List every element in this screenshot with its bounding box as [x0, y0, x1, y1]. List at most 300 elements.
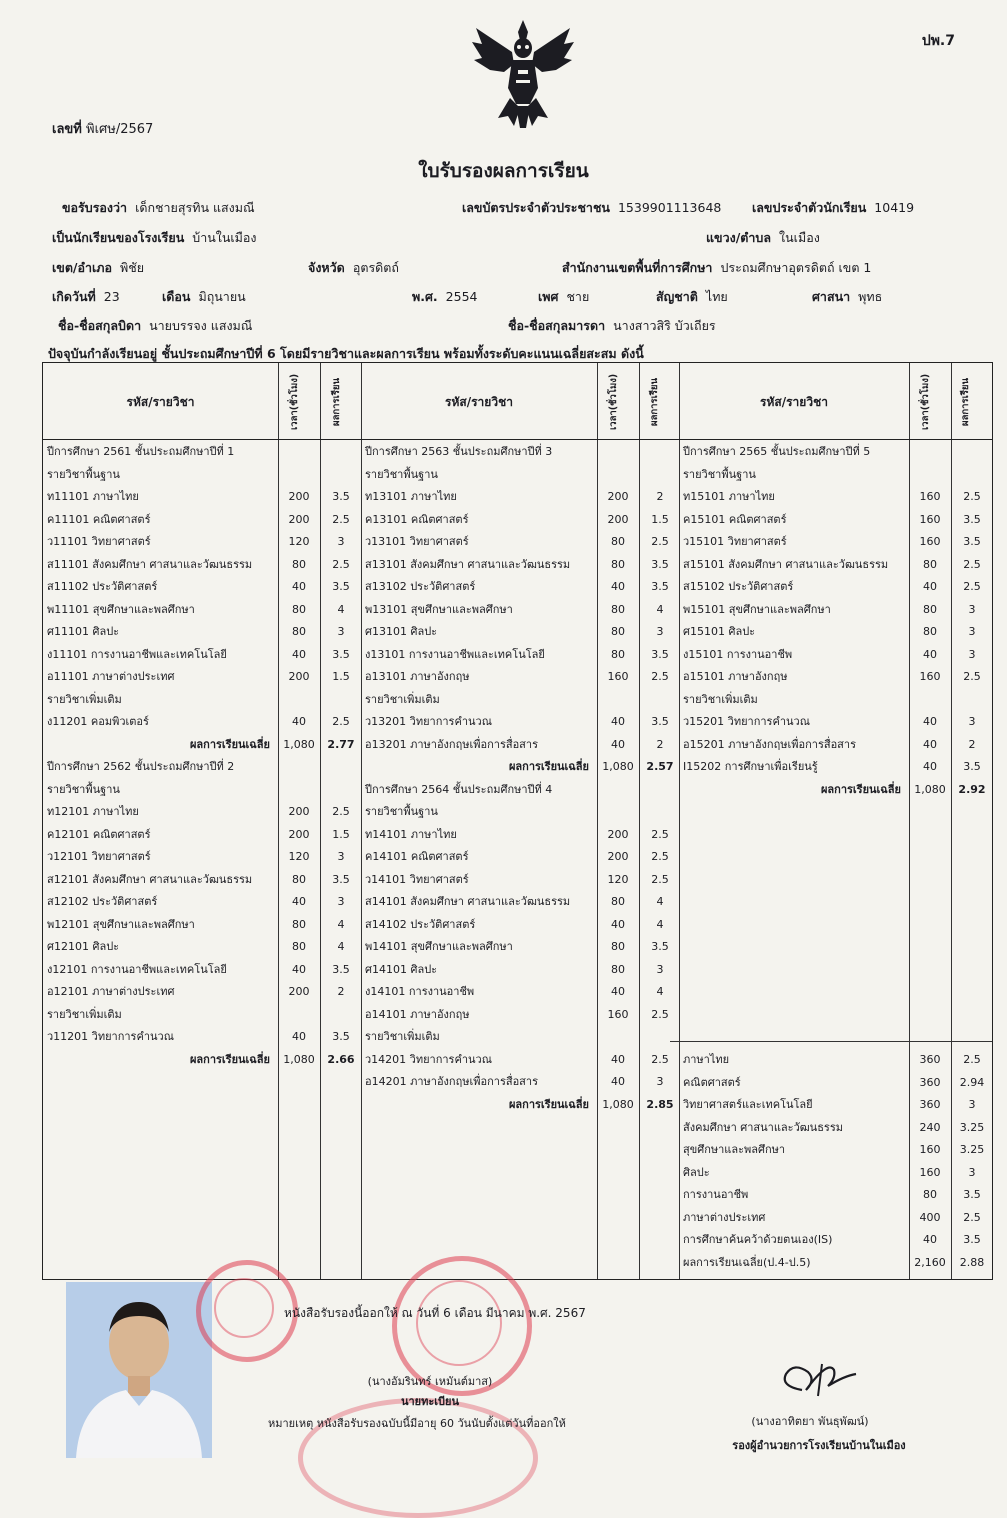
grade-cell: 2.5	[963, 670, 981, 683]
subject-cell: ผลการเรียนเฉลี่ย	[189, 737, 270, 751]
grade-cell: 3.25	[959, 1120, 985, 1134]
hours-cell: 80	[611, 647, 625, 661]
grade-cell: 3.5	[332, 647, 350, 661]
garuda-emblem-icon	[468, 18, 578, 130]
hours-cell: 1,080	[914, 782, 946, 796]
hours-cell: 200	[288, 512, 310, 526]
subject-cell: ง11101 การงานอาชีพและเทคโนโลยี	[47, 647, 227, 661]
father-line: ชื่อ-ชื่อสกุลบิดา นายบรรจง แสงมณี	[58, 318, 253, 333]
subject-cell: ศ14101 ศิลปะ	[365, 962, 438, 976]
subject-cell: ค13101 คณิตศาสตร์	[365, 512, 469, 526]
table-row	[43, 554, 992, 576]
subject-cell: ผลการเรียนเฉลี่ย(ป.4-ป.5)	[683, 1255, 811, 1269]
table-row	[43, 1004, 992, 1026]
subject-cell: ค11101 คณิตศาสตร์	[47, 512, 151, 526]
birth-year-line: พ.ศ. 2554	[412, 289, 478, 304]
subject-cell: ท13101 ภาษาไทย	[365, 490, 457, 503]
subject-cell: อ13101 ภาษาอังกฤษ	[365, 670, 470, 683]
hours-cell: 160	[919, 535, 941, 548]
table-row	[43, 734, 992, 756]
subject-cell: พ12101 สุขศึกษาและพลศึกษา	[47, 917, 195, 931]
grade-cell: 2.5	[651, 1007, 669, 1021]
hours-cell: 160	[919, 1143, 941, 1156]
grade-cell: 2.5	[651, 670, 669, 683]
hours-cell: 360	[919, 1053, 941, 1066]
summary-row	[43, 1117, 992, 1139]
area-office-line: สำนักงานเขตพื้นที่การศึกษา ประถมศึกษาอุตรดิตถ์ เขต 1	[562, 260, 872, 275]
student-id-line: เลขประจำตัวนักเรียน 10419	[752, 200, 915, 215]
subject-cell: ผลการเรียนเฉลี่ย	[508, 1097, 589, 1111]
form-code: ปพ.7	[921, 33, 955, 49]
subject-cell: การงานอาชีพ	[683, 1188, 749, 1201]
subject-cell: อ12101 ภาษาต่างประเทศ	[47, 985, 175, 998]
table-row	[43, 959, 992, 981]
grade-cell: 3.5	[651, 647, 669, 661]
table-row	[43, 914, 992, 936]
hours-cell: 200	[607, 850, 629, 863]
subject-cell: ส15101 สังคมศึกษา ศาสนาและวัฒนธรรม	[683, 557, 889, 571]
grade-cell: 2.5	[332, 512, 350, 526]
hours-cell: 1,080	[283, 737, 315, 751]
document-title: ใบรับรองผลการเรียน	[418, 160, 589, 182]
grade-cell: 2.66	[327, 1052, 355, 1066]
subject-cell: รายวิชาพื้นฐาน	[47, 467, 120, 481]
subject-cell: พ13101 สุขศึกษาและพลศึกษา	[365, 602, 513, 616]
grade-cell: 3.5	[963, 512, 981, 526]
hours-cell: 120	[607, 872, 629, 886]
summary-row	[43, 1094, 992, 1116]
subject-cell: I15202 การศึกษาเพื่อเรียนรู้	[683, 760, 818, 773]
hours-cell: 40	[611, 1075, 625, 1088]
subject-cell: ง11201 คอมพิวเตอร์	[47, 715, 149, 728]
table-row	[43, 621, 992, 643]
grade-cell: 2.88	[959, 1255, 985, 1269]
grade-cell: 4	[656, 895, 664, 908]
grade-cell: 4	[656, 917, 664, 931]
student-photo	[66, 1282, 212, 1458]
grade-header: ผลการเรียน	[649, 378, 660, 426]
grade-cell: 3	[337, 850, 345, 863]
hours-cell: 80	[923, 557, 937, 571]
summary-row	[43, 1207, 992, 1229]
hours-cell: 80	[923, 625, 937, 638]
hours-cell: 200	[288, 805, 310, 818]
grade-cell: 2.85	[646, 1097, 674, 1111]
summary-row	[43, 1229, 992, 1251]
grade-cell: 3.5	[963, 535, 981, 548]
hours-cell: 80	[611, 535, 625, 548]
hours-cell: 160	[607, 670, 629, 683]
grade-cell: 2.5	[651, 850, 669, 863]
subject-cell: ว14201 วิทยาการคำนวณ	[365, 1052, 492, 1066]
subject-cell: ภาษาต่างประเทศ	[683, 1210, 766, 1224]
subject-cell: ผลการเรียนเฉลี่ย	[189, 1052, 270, 1066]
table-row	[43, 936, 992, 958]
hours-cell: 120	[288, 850, 310, 863]
grade-cell: 2.5	[332, 715, 350, 728]
subject-cell: ศ11101 ศิลปะ	[47, 625, 120, 638]
hours-cell: 40	[611, 580, 625, 593]
school-seal-inner-icon	[214, 1278, 274, 1338]
grade-cell: 3	[968, 625, 976, 638]
hours-cell: 80	[611, 557, 625, 571]
hours-cell: 80	[292, 872, 306, 886]
province-line: จังหวัด อุตรดิตถ์	[308, 260, 399, 275]
grade-cell: 3	[968, 602, 976, 616]
director-title: รองผู้อำนวยการโรงเรียนบ้านในเมือง	[732, 1439, 906, 1452]
hours-cell: 360	[919, 1075, 941, 1089]
summary-row	[43, 1072, 992, 1094]
subject-cell: ค15101 คณิตศาสตร์	[683, 512, 787, 526]
subject-cell: ว12101 วิทยาศาสตร์	[47, 850, 151, 863]
grade-cell: 3	[337, 535, 345, 548]
table-row	[43, 779, 992, 801]
grade-cell: 2.5	[651, 872, 669, 886]
table-row	[43, 891, 992, 913]
subject-cell: อ13201 ภาษาอังกฤษเพื่อการสื่อสาร	[365, 737, 538, 751]
subject-header: รหัส/รายวิชา	[445, 395, 513, 409]
hours-cell: 360	[919, 1098, 941, 1111]
hours-cell: 240	[919, 1120, 941, 1134]
hours-cell: 1,080	[602, 1097, 634, 1111]
hours-cell: 80	[923, 602, 937, 616]
subject-cell: พ11101 สุขศึกษาและพลศึกษา	[47, 602, 195, 616]
district-line: เขต/อำเภอ พิชัย	[52, 260, 145, 275]
subject-cell: พ14101 สุขศึกษาและพลศึกษา	[365, 940, 513, 953]
hours-cell: 40	[611, 715, 625, 728]
director-name: (นางอาทิตยา พันธุพัฒน์)	[751, 1415, 869, 1428]
hours-cell: 120	[288, 535, 310, 548]
subject-cell: รายวิชาเพิ่มเติม	[365, 692, 440, 706]
subject-cell: ว13101 วิทยาศาสตร์	[365, 535, 469, 548]
subject-cell: ท15101 ภาษาไทย	[683, 490, 775, 503]
hours-cell: 80	[292, 940, 306, 953]
hours-cell: 200	[288, 985, 310, 998]
grade-cell: 2	[968, 737, 976, 751]
subject-cell: การศึกษาค้นคว้าด้วยตนเอง(IS)	[683, 1233, 833, 1246]
subject-cell: ส12102 ประวัติศาสตร์	[47, 895, 158, 908]
subject-cell: อ15201 ภาษาอังกฤษเพื่อการสื่อสาร	[683, 737, 856, 751]
grade-cell: 3.5	[651, 940, 669, 953]
hours-cell: 80	[611, 962, 625, 976]
hours-cell: 40	[923, 737, 937, 751]
subject-cell: ส14102 ประวัติศาสตร์	[365, 917, 476, 931]
summary-row	[43, 1252, 992, 1274]
summary-row	[43, 1049, 992, 1071]
religion-line: ศาสนา พุทธ	[812, 289, 883, 304]
hours-cell: 400	[919, 1210, 941, 1224]
id-card-line: เลขบัตรประจำตัวประชาชน 1539901113648	[462, 200, 722, 215]
grade-cell: 2.57	[646, 760, 674, 773]
hours-cell: 80	[611, 625, 625, 638]
hours-cell: 80	[292, 625, 306, 638]
subject-cell: คณิตศาสตร์	[683, 1075, 741, 1089]
subject-cell: ศ13101 ศิลปะ	[365, 625, 438, 638]
table-row	[43, 576, 992, 598]
grade-cell: 3	[337, 625, 345, 638]
grades-table	[42, 362, 993, 1280]
subject-header: รหัส/รายวิชา	[126, 395, 195, 409]
subject-cell: ว15201 วิทยาการคำนวณ	[683, 715, 810, 728]
hours-cell: 40	[292, 962, 306, 976]
table-row	[43, 509, 992, 531]
hours-cell: 40	[923, 580, 937, 593]
table-row	[43, 689, 992, 711]
subject-cell: ปีการศึกษา 2564 ชั้นประถมศึกษาปีที่ 4	[365, 782, 553, 796]
grade-cell: 3	[968, 647, 976, 661]
grade-cell: 1.5	[651, 512, 669, 526]
hours-cell: 200	[288, 827, 310, 841]
validity-note: หมายเหตุ หนังสือรับรองฉบับนี้มีอายุ 60 วันนับตั้งแต่วันที่ออกให้	[268, 1417, 566, 1430]
subject-cell: ง15101 การงานอาชีพ	[683, 647, 793, 661]
subject-cell: ค12101 คณิตศาสตร์	[47, 827, 151, 841]
grade-cell: 4	[337, 940, 345, 953]
subject-cell: ว13201 วิทยาการคำนวณ	[365, 715, 492, 728]
subject-cell: รายวิชาพื้นฐาน	[683, 467, 756, 481]
subject-cell: ปีการศึกษา 2565 ชั้นประถมศึกษาปีที่ 5	[683, 445, 871, 458]
grade-header: ผลการเรียน	[960, 378, 971, 426]
table-row	[43, 824, 992, 846]
subject-cell: ท11101 ภาษาไทย	[47, 490, 139, 503]
grade-cell: 2.5	[963, 1210, 981, 1224]
grade-cell: 2.5	[332, 805, 350, 818]
table-row	[43, 486, 992, 508]
grade-cell: 2.5	[963, 557, 981, 571]
grade-cell: 2.77	[327, 737, 355, 751]
grade-cell: 3	[656, 625, 664, 638]
subject-cell: ส14101 สังคมศึกษา ศาสนาและวัฒนธรรม	[365, 895, 571, 908]
grade-cell: 2.5	[963, 1053, 981, 1066]
hours-cell: 200	[607, 490, 629, 503]
grade-cell: 3.5	[651, 580, 669, 593]
hours-cell: 40	[923, 715, 937, 728]
hours-cell: 200	[288, 490, 310, 503]
hours-cell: 160	[919, 1165, 941, 1179]
grade-cell: 3.5	[963, 1188, 981, 1201]
grade-cell: 2.5	[651, 1052, 669, 1066]
subject-cell: ค14101 คณิตศาสตร์	[365, 850, 469, 863]
subject-cell: ส11101 สังคมศึกษา ศาสนาและวัฒนธรรม	[47, 557, 253, 571]
table-row	[43, 531, 992, 553]
grade-cell: 1.5	[332, 670, 350, 683]
subject-cell: ผลการเรียนเฉลี่ย	[508, 760, 589, 773]
subject-cell: ว15101 วิทยาศาสตร์	[683, 535, 787, 548]
grade-cell: 3.5	[332, 580, 350, 593]
hours-header: เวลา(ชั่วโมง)	[608, 373, 619, 431]
subject-cell: รายวิชาเพิ่มเติม	[365, 1030, 440, 1043]
hours-cell: 160	[607, 1007, 629, 1021]
sex-line: เพศ ชาย	[538, 289, 590, 304]
hours-header: เวลา(ชั่วโมง)	[920, 373, 931, 431]
subject-cell: ภาษาไทย	[683, 1053, 730, 1066]
subject-cell: ศิลปะ	[683, 1165, 710, 1179]
subject-cell: ท12101 ภาษาไทย	[47, 805, 139, 818]
subject-cell: รายวิชาเพิ่มเติม	[47, 1007, 122, 1021]
subject-cell: ง12101 การงานอาชีพและเทคโนโลยี	[47, 962, 227, 976]
summary-divider	[670, 1041, 992, 1042]
table-row	[43, 756, 992, 778]
grade-cell: 3.5	[332, 490, 350, 503]
subdistrict-line: แขวง/ตำบล ในเมือง	[706, 230, 820, 245]
hours-cell: 80	[611, 602, 625, 616]
hours-cell: 40	[292, 715, 306, 728]
grade-cell: 4	[337, 917, 345, 931]
hours-cell: 40	[292, 647, 306, 661]
hours-cell: 40	[923, 760, 937, 773]
grade-cell: 2.92	[958, 782, 986, 796]
summary-row	[43, 1184, 992, 1206]
table-row	[43, 711, 992, 733]
subject-cell: รายวิชาพื้นฐาน	[365, 805, 438, 818]
grade-cell: 2.5	[963, 580, 981, 593]
table-row	[43, 846, 992, 868]
subject-cell: อ15101 ภาษาอังกฤษ	[683, 670, 788, 683]
hours-cell: 1,080	[283, 1052, 315, 1066]
hours-cell: 200	[607, 827, 629, 841]
subject-cell: รายวิชาเพิ่มเติม	[47, 692, 122, 706]
subject-cell: ปีการศึกษา 2562 ชั้นประถมศึกษาปีที่ 2	[47, 760, 235, 773]
grade-cell: 3	[968, 1165, 976, 1179]
table-row	[43, 464, 992, 486]
subject-cell: พ15101 สุขศึกษาและพลศึกษา	[683, 602, 831, 616]
hours-cell: 40	[611, 985, 625, 998]
grade-cell: 1.5	[332, 827, 350, 841]
grade-cell: 3.5	[332, 1030, 350, 1043]
hours-cell: 160	[919, 670, 941, 683]
student-name-line: ขอรับรองว่า เด็กชายสุรทิน แสงมณี	[62, 200, 255, 215]
mother-line: ชื่อ-ชื่อสกุลมารดา นางสาวสิริ บัวเถียร	[508, 318, 716, 333]
subject-cell: ง13101 การงานอาชีพและเทคโนโลยี	[365, 647, 545, 661]
grade-cell: 2	[337, 985, 345, 998]
grade-cell: 2.94	[959, 1075, 985, 1089]
table-row	[43, 441, 992, 463]
table-row	[43, 801, 992, 823]
hours-cell: 40	[292, 580, 306, 593]
director-signature-icon	[772, 1356, 862, 1406]
subject-cell: อ11101 ภาษาต่างประเทศ	[47, 670, 175, 683]
grade-header: ผลการเรียน	[331, 378, 342, 426]
grade-cell: 3.5	[651, 557, 669, 571]
subject-cell: ศ12101 ศิลปะ	[47, 940, 120, 953]
subject-cell: ปีการศึกษา 2563 ชั้นประถมศึกษาปีที่ 3	[365, 445, 553, 458]
birth-day-line: เกิดวันที่ 23	[52, 289, 120, 304]
hours-cell: 80	[292, 557, 306, 571]
subject-cell: ส12101 สังคมศึกษา ศาสนาและวัฒนธรรม	[47, 872, 253, 886]
hours-cell: 40	[611, 1052, 625, 1066]
table-row	[43, 599, 992, 621]
hours-cell: 80	[611, 895, 625, 908]
grade-cell: 4	[337, 602, 345, 616]
subject-cell: ส13101 สังคมศึกษา ศาสนาและวัฒนธรรม	[365, 557, 571, 571]
document-number: เลขที่ พิเศษ/2567	[52, 122, 154, 137]
grade-cell: 2.5	[332, 557, 350, 571]
hours-cell: 80	[292, 917, 306, 931]
subject-cell: ง14101 การงานอาชีพ	[365, 985, 475, 998]
grade-cell: 3	[337, 895, 345, 908]
hours-cell: 160	[919, 512, 941, 526]
hours-cell: 80	[292, 602, 306, 616]
subject-cell: วิทยาศาสตร์และเทคโนโลยี	[683, 1098, 813, 1111]
birth-month-line: เดือน มิถุนายน	[162, 289, 246, 304]
subject-cell: ส15102 ประวัติศาสตร์	[683, 580, 794, 593]
subject-header: รหัส/รายวิชา	[760, 395, 828, 409]
grade-cell: 3	[656, 962, 664, 976]
hours-cell: 1,080	[602, 760, 634, 773]
nationality-line: สัญชาติ ไทย	[656, 289, 728, 304]
hours-cell: 40	[611, 737, 625, 751]
table-row	[43, 869, 992, 891]
grade-cell: 3.25	[959, 1143, 985, 1156]
grade-cell: 2.5	[963, 490, 981, 503]
grade-cell: 4	[656, 985, 664, 998]
issued-date: หนังสือรับรองนี้ออกให้ ณ วันที่ 6 เดือน มีนาคม พ.ศ. 2567	[284, 1306, 586, 1320]
table-row	[43, 981, 992, 1003]
hours-cell: 80	[611, 940, 625, 953]
subject-cell: รายวิชาพื้นฐาน	[365, 467, 438, 481]
description-line: ปัจจุบันกำลังเรียนอยู่ ชั้นประถมศึกษาปีที่ 6 โดยมีรายวิชาและผลการเรียน พร้อมทั้งระดับคะแนนเฉลี่ยสะสม ดังนี้	[48, 346, 644, 361]
subject-cell: ผลการเรียนเฉลี่ย	[820, 782, 901, 796]
grade-cell: 3	[656, 1075, 664, 1088]
subject-cell: ว14101 วิทยาศาสตร์	[365, 872, 469, 886]
grade-cell: 3.5	[332, 962, 350, 976]
hours-cell: 40	[611, 917, 625, 931]
grade-cell: 2.5	[651, 535, 669, 548]
subject-cell: สุขศึกษาและพลศึกษา	[683, 1143, 786, 1156]
subject-cell: ว11201 วิทยาการคำนวณ	[47, 1030, 174, 1043]
subject-cell: รายวิชาพื้นฐาน	[47, 782, 120, 796]
subject-cell: ส13102 ประวัติศาสตร์	[365, 580, 476, 593]
hours-cell: 80	[923, 1188, 937, 1201]
subject-cell: รายวิชาเพิ่มเติม	[683, 692, 758, 706]
registrar-name: (นางอัมรินทร์ เหมันต์มาส)	[367, 1375, 493, 1388]
subject-cell: สังคมศึกษา ศาสนาและวัฒนธรรม	[683, 1120, 843, 1134]
grade-cell: 3.5	[963, 760, 981, 773]
grade-cell: 2.5	[651, 827, 669, 841]
grade-cell: 3	[968, 1098, 976, 1111]
grade-cell: 3	[968, 715, 976, 728]
subject-cell: ส11102 ประวัติศาสตร์	[47, 580, 158, 593]
hours-cell: 160	[919, 490, 941, 503]
hours-cell: 2,160	[914, 1255, 946, 1269]
school-seal-large-inner-icon	[416, 1280, 502, 1366]
subject-cell: ศ15101 ศิลปะ	[683, 625, 756, 638]
hours-cell: 40	[923, 1233, 937, 1246]
grade-cell: 3.5	[332, 872, 350, 886]
table-row	[43, 644, 992, 666]
grade-cell: 2	[656, 737, 664, 751]
subject-cell: ท14101 ภาษาไทย	[365, 827, 457, 841]
subject-cell: ปีการศึกษา 2561 ชั้นประถมศึกษาปีที่ 1	[47, 445, 235, 458]
summary-row	[43, 1162, 992, 1184]
hours-cell: 40	[923, 647, 937, 661]
hours-cell: 40	[292, 895, 306, 908]
subject-cell: ว11101 วิทยาศาสตร์	[47, 535, 151, 548]
summary-row	[43, 1139, 992, 1161]
grade-cell: 3.5	[651, 715, 669, 728]
hours-cell: 200	[288, 670, 310, 683]
hours-header: เวลา(ชั่วโมง)	[289, 373, 300, 431]
grade-cell: 4	[656, 602, 664, 616]
hours-cell: 200	[607, 512, 629, 526]
school-line: เป็นนักเรียนของโรงเรียน บ้านในเมือง	[52, 230, 257, 245]
subject-cell: อ14201 ภาษาอังกฤษเพื่อการสื่อสาร	[365, 1075, 538, 1088]
hours-cell: 40	[292, 1030, 306, 1043]
registrar-title: นายทะเบียน	[400, 1395, 459, 1408]
table-row	[43, 1026, 992, 1048]
grade-cell: 3.5	[963, 1233, 981, 1246]
subject-cell: อ14101 ภาษาอังกฤษ	[365, 1007, 470, 1021]
table-row	[43, 666, 992, 688]
